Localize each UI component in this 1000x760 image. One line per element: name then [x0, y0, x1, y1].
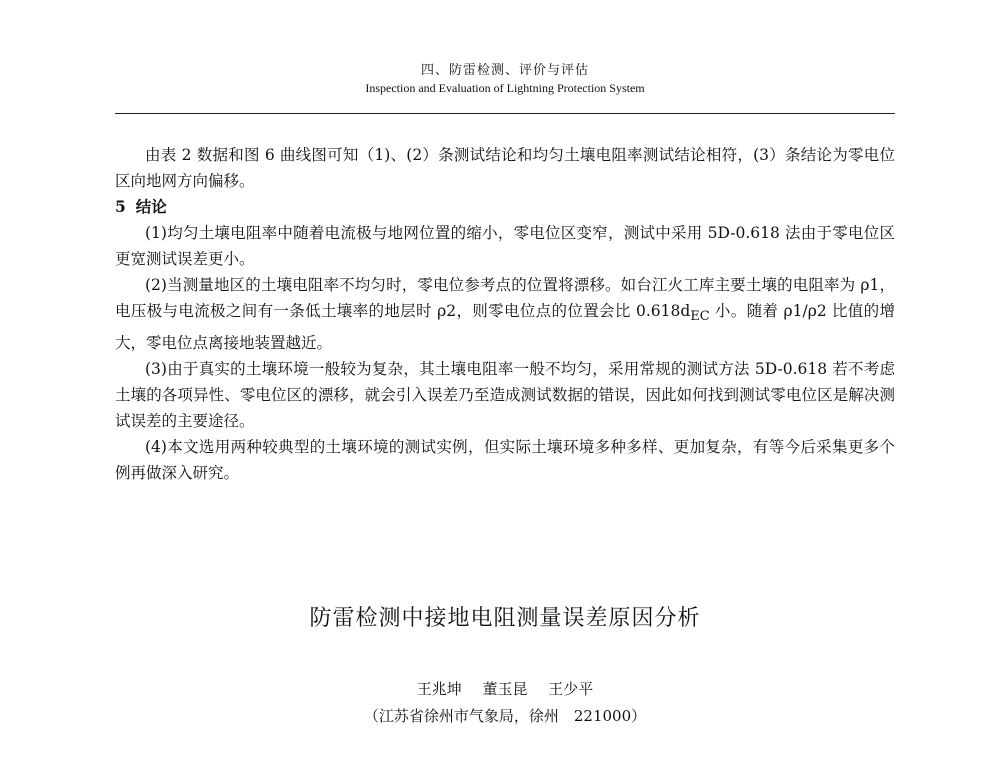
article-body: [115, 142, 895, 486]
running-header-english: Inspection and Evaluation of Lightning Protection System: [365, 81, 645, 95]
author-list: [115, 678, 895, 700]
header-divider: [115, 113, 895, 114]
conclusion-2-text-end: 小。随着 ρ1/ρ2 比值的增大，零电位点离接地装置越近。: [115, 302, 895, 353]
conclusion-1: (1)均匀土壤电阻率中随着电流极与地网位置的缩小，零电位区变窄，测试中采用 5D-0.618 法由于零电位区更宽测试误差更小。: [115, 224, 895, 268]
author-name: 王少平: [548, 680, 594, 698]
section-number: 5: [115, 197, 126, 216]
section-heading: [115, 194, 895, 220]
author-affiliation: （江苏省徐州市气象局，徐州 221000）: [363, 707, 647, 725]
conclusion-2-subscript: EC: [690, 309, 710, 325]
running-header: [115, 62, 895, 96]
conclusion-2: [115, 272, 895, 356]
author-name: 董玉昆: [482, 680, 528, 698]
conclusion-3: (3)由于真实的土壤环境一般较为复杂，其土壤电阻率一般不均匀，采用常规的测试方法 5D-0.618 若不考虑土壤的各项异性、零电位区的漂移，就会引入误差乃至造成测试数据的错误，因此如何找到测试零电位区是解决测试误差的主要途径。: [115, 360, 895, 431]
section-title: 结论: [135, 197, 167, 216]
next-article-title: 防雷检测中接地电阻测量误差原因分析: [309, 606, 701, 631]
author-name: 王兆坤: [416, 680, 462, 698]
conclusion-4: (4)本文选用两种较典型的土壤环境的测试实例，但实际土壤环境多种多样、更加复杂，有等今后采集更多个例再做深入研究。: [115, 438, 895, 483]
intro-paragraph: 由表 2 数据和图 6 曲线图可知（1)、(2）条测试结论和均匀土壤电阻率测试结论相符，(3）条结论为零电位区向地网方向偏移。: [115, 146, 895, 190]
conclusion-2-text: (2)当测量地区的土壤电阻率不均匀时，零电位参考点的位置将漂移。如台江火工库主要土壤的电阻率为 ρ1，电压极与电流极之间有一条低土壤率的地层时 ρ2，则零电位点的位置会比 0.618d: [115, 276, 895, 320]
running-header-chinese: 四、防雷检测、评价与评估: [420, 63, 589, 78]
